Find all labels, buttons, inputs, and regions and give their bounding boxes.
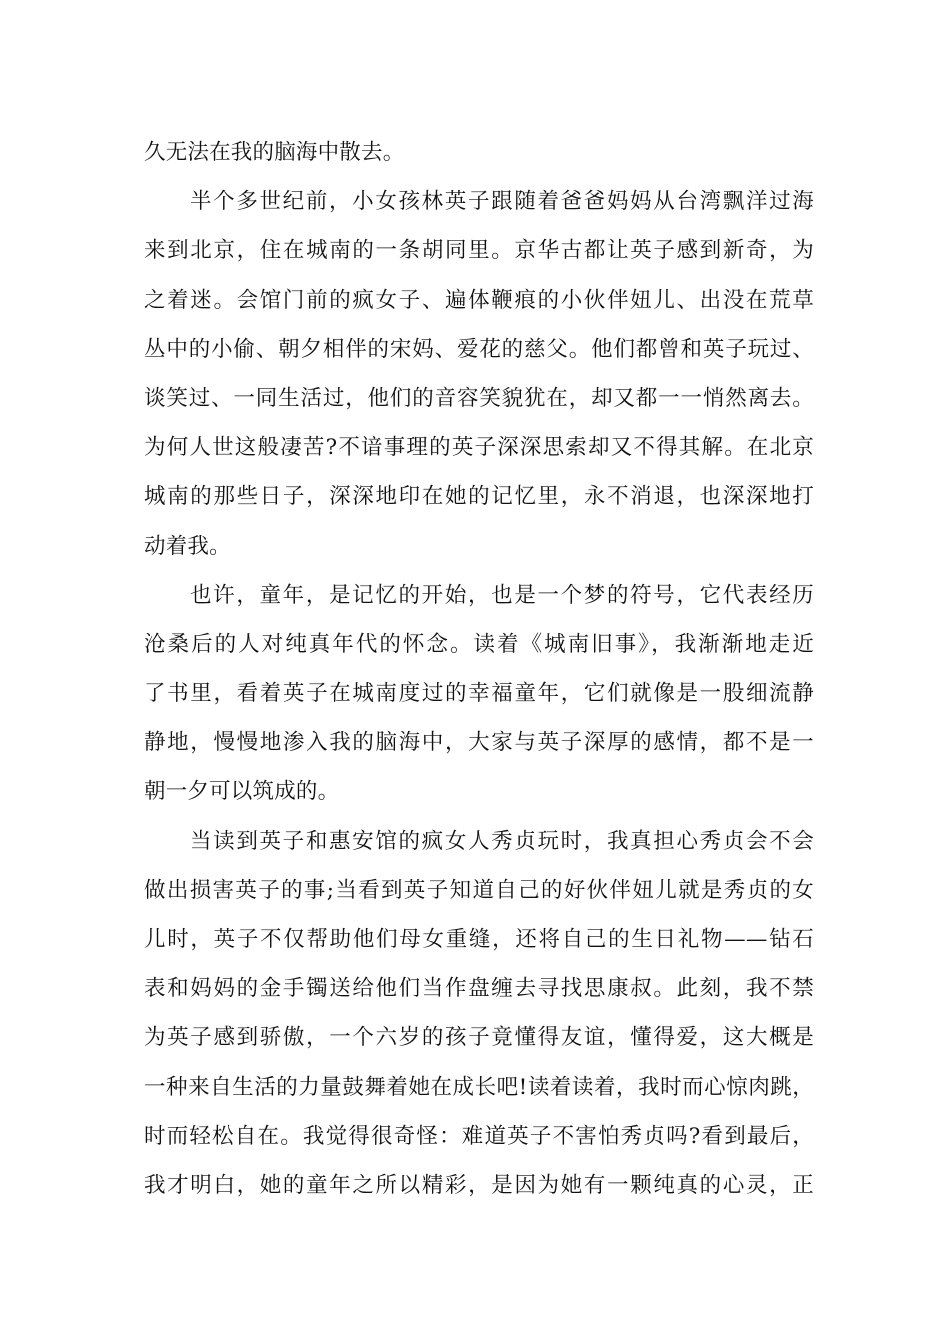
text-line: 之着迷。会馆门前的疯女子、遍体鞭痕的小伙伴妞儿、出没在荒草 [144, 287, 814, 313]
text-line: 静地，慢慢地渗入我的脑海中，大家与英子深厚的感情，都不是一 [144, 730, 814, 756]
text-line: 儿时，英子不仅帮助他们母女重缝，还将自己的生日礼物——钻石 [144, 927, 814, 952]
text-line: 时而轻松自在。我觉得很奇怪：难道英子不害怕秀贞吗?看到最后， [144, 1123, 814, 1149]
text-line: 了书里，看着英子在城南度过的幸福童年，它们就像是一股细流静 [144, 681, 814, 707]
text-line: 为英子感到骄傲，一个六岁的孩子竟懂得友谊，懂得爱，这大概是 [144, 1025, 814, 1051]
text-line: 朝一夕可以筑成的。 [144, 779, 340, 805]
text-line: 做出损害英子的事;当看到英子知道自己的好伙伴妞儿就是秀贞的女 [144, 877, 814, 903]
text-line: 丛中的小偷、朝夕相伴的宋妈、爱花的慈父。他们都曾和英子玩过、 [144, 336, 814, 362]
text-line: 谈笑过、一同生活过，他们的音容笑貌犹在，却又都一一悄然离去。 [144, 385, 814, 411]
text-line: 沧桑后的人对纯真年代的怀念。读着《城南旧事》，我渐渐地走近 [144, 631, 814, 657]
text-line: 表和妈妈的金手镯送给他们当作盘缠去寻找思康叔。此刻，我不禁 [144, 976, 814, 1002]
text-line: 为何人世这般凄苦?不谙事理的英子深深思索却又不得其解。在北京 [144, 435, 814, 461]
text-line: 久无法在我的脑海中散去。 [144, 140, 405, 165]
text-line: 来到北京，住在城南的一条胡同里。京华古都让英子感到新奇，为 [144, 238, 814, 264]
body-text [144, 128, 814, 1210]
text-line: 城南的那些日子，深深地印在她的记忆里，永不消退，也深深地打 [144, 484, 814, 510]
text-line: 动着我。 [144, 533, 231, 559]
text-line: 半个多世纪前，小女孩林英子跟随着爸爸妈妈从台湾飘洋过海 [190, 189, 814, 215]
text-line: 一种来自生活的力量鼓舞着她在成长吧!读着读着，我时而心惊肉跳， [144, 1074, 814, 1100]
text-line: 我才明白，她的童年之所以精彩，是因为她有一颗纯真的心灵，正 [144, 1172, 814, 1198]
text-line: 也许，童年，是记忆的开始，也是一个梦的符号，它代表经历 [190, 582, 814, 608]
text-line: 当读到英子和惠安馆的疯女人秀贞玩时，我真担心秀贞会不会 [190, 828, 814, 854]
